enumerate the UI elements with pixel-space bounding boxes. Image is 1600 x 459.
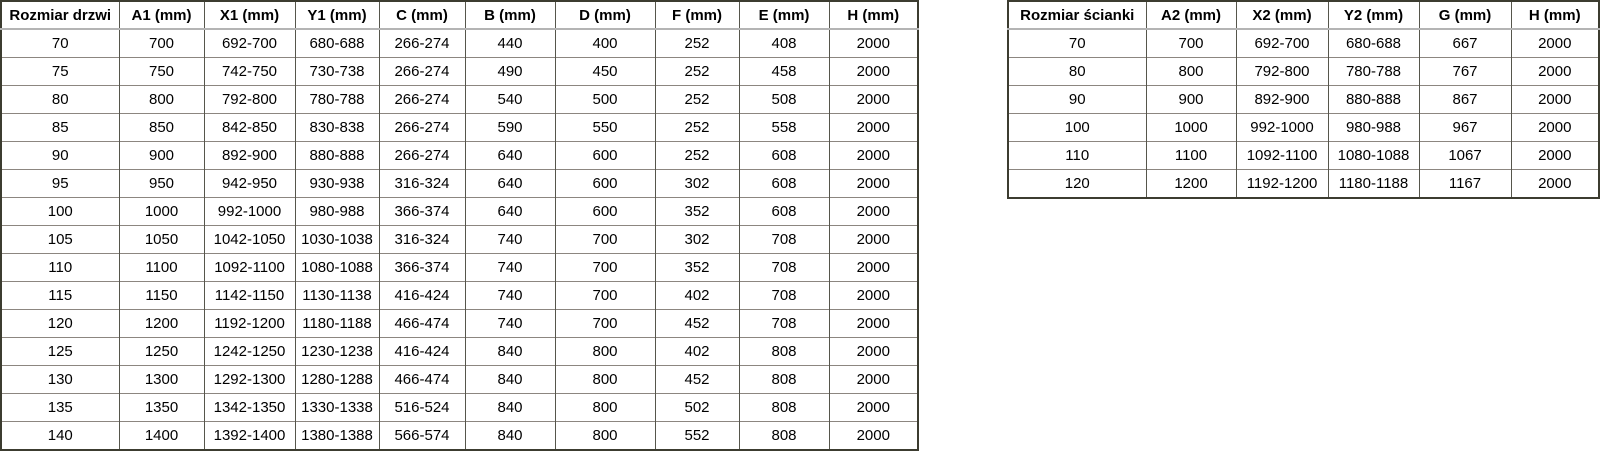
table-cell: 892-900 (204, 142, 295, 170)
table-cell: 90 (1008, 86, 1146, 114)
table-cell: 266-274 (379, 86, 465, 114)
table-cell: 1200 (1146, 170, 1236, 199)
table-cell: 100 (1, 198, 119, 226)
table-cell: 2000 (1511, 142, 1599, 170)
column-header: Y1 (mm) (295, 1, 379, 29)
table-cell: 792-800 (204, 86, 295, 114)
column-header: X2 (mm) (1236, 1, 1328, 29)
table-cell: 252 (655, 58, 739, 86)
table-row (1, 254, 918, 282)
table-cell: 800 (119, 86, 204, 114)
table-cell: 452 (655, 366, 739, 394)
table-cell: 400 (555, 29, 655, 58)
table-cell: 2000 (829, 310, 918, 338)
table-cell: 980-988 (295, 198, 379, 226)
table-cell: 550 (555, 114, 655, 142)
table-cell: 1042-1050 (204, 226, 295, 254)
table-cell: 800 (555, 394, 655, 422)
table-cell: 992-1000 (1236, 114, 1328, 142)
table-cell: 708 (739, 254, 829, 282)
table-cell: 590 (465, 114, 555, 142)
table-cell: 316-324 (379, 226, 465, 254)
table-cell: 700 (1146, 29, 1236, 58)
table-cell: 892-900 (1236, 86, 1328, 114)
table-cell: 75 (1, 58, 119, 86)
table-cell: 252 (655, 142, 739, 170)
table-cell: 800 (555, 366, 655, 394)
table-cell: 2000 (829, 86, 918, 114)
table-cell: 830-838 (295, 114, 379, 142)
wall-table-header (1008, 1, 1599, 29)
table-cell: 1300 (119, 366, 204, 394)
table-cell: 1250 (119, 338, 204, 366)
table-cell: 880-888 (1328, 86, 1419, 114)
table-cell: 1200 (119, 310, 204, 338)
table-cell: 2000 (1511, 86, 1599, 114)
table-cell: 2000 (829, 338, 918, 366)
column-header: H (mm) (829, 1, 918, 29)
table-cell: 967 (1419, 114, 1511, 142)
table-cell: 680-688 (1328, 29, 1419, 58)
table-cell: 700 (119, 29, 204, 58)
table-cell: 1150 (119, 282, 204, 310)
table-cell: 700 (555, 282, 655, 310)
table-cell: 125 (1, 338, 119, 366)
table-cell: 1230-1238 (295, 338, 379, 366)
table-row (1008, 86, 1599, 114)
table-row (1, 422, 918, 451)
table-cell: 352 (655, 254, 739, 282)
table-cell: 850 (119, 114, 204, 142)
table-row (1, 198, 918, 226)
table-cell: 458 (739, 58, 829, 86)
table-cell: 800 (1146, 58, 1236, 86)
table-cell: 80 (1008, 58, 1146, 86)
table-cell: 110 (1008, 142, 1146, 170)
table-cell: 105 (1, 226, 119, 254)
table-cell: 2000 (829, 198, 918, 226)
table-row (1, 58, 918, 86)
table-cell: 566-574 (379, 422, 465, 451)
table-row (1, 310, 918, 338)
table-cell: 2000 (829, 366, 918, 394)
table-row (1, 226, 918, 254)
table-cell: 508 (739, 86, 829, 114)
table-cell: 2000 (829, 58, 918, 86)
table-cell: 740 (465, 254, 555, 282)
column-header: G (mm) (1419, 1, 1511, 29)
table-cell: 808 (739, 338, 829, 366)
table-cell: 1092-1100 (1236, 142, 1328, 170)
table-cell: 708 (739, 226, 829, 254)
table-cell: 1192-1200 (1236, 170, 1328, 199)
table-cell: 640 (465, 142, 555, 170)
table-cell: 266-274 (379, 58, 465, 86)
table-cell: 1380-1388 (295, 422, 379, 451)
table-cell: 558 (739, 114, 829, 142)
table-cell: 2000 (1511, 29, 1599, 58)
table-cell: 1167 (1419, 170, 1511, 199)
table-cell: 780-788 (1328, 58, 1419, 86)
table-cell: 266-274 (379, 29, 465, 58)
column-header: A2 (mm) (1146, 1, 1236, 29)
table-cell: 302 (655, 170, 739, 198)
column-header: H (mm) (1511, 1, 1599, 29)
table-cell: 2000 (829, 422, 918, 451)
table-cell: 667 (1419, 29, 1511, 58)
column-header: E (mm) (739, 1, 829, 29)
door-table-header (1, 1, 918, 29)
column-header: D (mm) (555, 1, 655, 29)
table-cell: 466-474 (379, 366, 465, 394)
header-row (1008, 1, 1599, 29)
wall-table-body (1008, 29, 1599, 198)
table-cell: 1130-1138 (295, 282, 379, 310)
table-cell: 680-688 (295, 29, 379, 58)
table-cell: 808 (739, 366, 829, 394)
table-cell: 1242-1250 (204, 338, 295, 366)
table-cell: 608 (739, 142, 829, 170)
table-cell: 1000 (119, 198, 204, 226)
table-cell: 600 (555, 142, 655, 170)
table-cell: 700 (555, 254, 655, 282)
table-cell: 70 (1068, 35, 1086, 52)
table-cell: 950 (119, 170, 204, 198)
table-cell: 2000 (829, 114, 918, 142)
table-cell: 640 (465, 170, 555, 198)
table-cell: 466-474 (379, 310, 465, 338)
table-row (1, 366, 918, 394)
table-cell: 730-738 (295, 58, 379, 86)
table-cell: 840 (465, 422, 555, 451)
table-cell: 1080-1088 (295, 254, 379, 282)
table-cell: 1392-1400 (204, 422, 295, 451)
table-cell: 740 (465, 226, 555, 254)
table-cell: 402 (655, 282, 739, 310)
table-cell: 252 (655, 114, 739, 142)
table-row (1008, 29, 1599, 58)
table-cell: 490 (465, 58, 555, 86)
table-cell: 2000 (829, 29, 918, 58)
table-cell: 85 (1, 114, 119, 142)
table-row (1, 29, 918, 58)
table-cell: 600 (555, 198, 655, 226)
table-cell: 450 (555, 58, 655, 86)
table-cell: 1330-1338 (295, 394, 379, 422)
table-cell: 70 (51, 35, 69, 52)
table-cell: 1350 (119, 394, 204, 422)
table-cell: 552 (655, 422, 739, 451)
table-cell: 840 (465, 366, 555, 394)
table-cell: 1180-1188 (1328, 170, 1419, 199)
table-cell: 2000 (829, 170, 918, 198)
table-cell: 800 (555, 422, 655, 451)
column-header: B (mm) (465, 1, 555, 29)
table-cell: 135 (1, 394, 119, 422)
table-cell: 402 (655, 338, 739, 366)
table-cell: 2000 (1511, 170, 1599, 199)
table-row (1008, 114, 1599, 142)
table-cell: 110 (1, 254, 119, 282)
table-cell: 600 (555, 170, 655, 198)
table-cell: 808 (739, 422, 829, 451)
table-cell: 352 (655, 198, 739, 226)
table-cell: 2000 (829, 394, 918, 422)
column-header: Rozmiar ścianki (1008, 1, 1146, 29)
table-cell: 252 (655, 29, 739, 58)
table-cell: 366-374 (379, 254, 465, 282)
table-cell: 266-274 (379, 142, 465, 170)
table-cell: 140 (1, 422, 119, 451)
table-cell: 440 (465, 29, 555, 58)
table-cell: 2000 (1511, 58, 1599, 86)
table-cell: 980-988 (1328, 114, 1419, 142)
column-header: Rozmiar drzwi (1, 1, 119, 29)
table-cell: 930-938 (295, 170, 379, 198)
table-row (1, 394, 918, 422)
table-cell: 1180-1188 (295, 310, 379, 338)
table-cell: 1292-1300 (204, 366, 295, 394)
table-cell: 80 (1, 86, 119, 114)
table-cell: 1050 (119, 226, 204, 254)
table-cell: 130 (1, 366, 119, 394)
table-cell: 840 (465, 394, 555, 422)
table-cell: 640 (465, 198, 555, 226)
table-cell: 408 (739, 29, 829, 58)
table-cell: 1080-1088 (1328, 142, 1419, 170)
table-cell: 1030-1038 (295, 226, 379, 254)
table-cell: 2000 (829, 254, 918, 282)
table-cell: 867 (1419, 86, 1511, 114)
column-header: Y2 (mm) (1328, 1, 1419, 29)
table-row (1, 170, 918, 198)
table-row (1, 338, 918, 366)
column-header: X1 (mm) (204, 1, 295, 29)
table-cell: 1400 (119, 422, 204, 451)
table-cell: 1100 (119, 254, 204, 282)
table-cell: 1280-1288 (295, 366, 379, 394)
table-cell: 780-788 (295, 86, 379, 114)
table-cell: 2000 (829, 142, 918, 170)
table-cell: 742-750 (204, 58, 295, 86)
table-cell: 452 (655, 310, 739, 338)
table-cell: 608 (739, 198, 829, 226)
table-cell: 767 (1419, 58, 1511, 86)
wall-dimensions-table (1007, 0, 1600, 199)
table-cell: 840 (465, 338, 555, 366)
table-cell: 992-1000 (204, 198, 295, 226)
table-row (1008, 142, 1599, 170)
table-row (1, 142, 918, 170)
table-cell: 366-374 (379, 198, 465, 226)
table-cell: 100 (1008, 114, 1146, 142)
table-cell: 750 (119, 58, 204, 86)
table-cell: 1100 (1146, 142, 1236, 170)
table-cell: 316-324 (379, 170, 465, 198)
table-cell: 1342-1350 (204, 394, 295, 422)
column-header: A1 (mm) (119, 1, 204, 29)
table-cell: 540 (465, 86, 555, 114)
table-cell: 516-524 (379, 394, 465, 422)
table-row (1008, 58, 1599, 86)
table-cell: 266-274 (379, 114, 465, 142)
table-cell: 1067 (1419, 142, 1511, 170)
table-cell: 900 (119, 142, 204, 170)
table-cell: 1142-1150 (204, 282, 295, 310)
table-cell: 740 (465, 282, 555, 310)
header-row (1, 1, 918, 29)
table-cell: 608 (739, 170, 829, 198)
table-cell: 2000 (1511, 114, 1599, 142)
table-cell: 800 (555, 338, 655, 366)
table-cell: 95 (1, 170, 119, 198)
table-cell: 1192-1200 (204, 310, 295, 338)
table-cell: 252 (655, 86, 739, 114)
column-header: C (mm) (379, 1, 465, 29)
table-cell: 692-700 (204, 29, 295, 58)
column-header: F (mm) (655, 1, 739, 29)
table-cell: 700 (555, 226, 655, 254)
table-cell: 416-424 (379, 282, 465, 310)
table-cell: 692-700 (1236, 29, 1328, 58)
table-cell: 500 (555, 86, 655, 114)
table-cell: 792-800 (1236, 58, 1328, 86)
table-cell: 502 (655, 394, 739, 422)
door-table-body (1, 29, 918, 450)
table-cell: 808 (739, 394, 829, 422)
table-cell: 942-950 (204, 170, 295, 198)
table-cell: 416-424 (379, 338, 465, 366)
table-cell: 120 (1, 310, 119, 338)
table-cell: 115 (1, 282, 119, 310)
table-cell: 1000 (1146, 114, 1236, 142)
table-row (1, 114, 918, 142)
table-cell: 842-850 (204, 114, 295, 142)
table-row (1008, 170, 1599, 199)
table-cell: 900 (1146, 86, 1236, 114)
table-cell: 880-888 (295, 142, 379, 170)
table-cell: 700 (555, 310, 655, 338)
table-cell: 740 (465, 310, 555, 338)
table-cell: 2000 (829, 282, 918, 310)
table-cell: 302 (655, 226, 739, 254)
table-cell: 90 (1, 142, 119, 170)
table-row (1, 86, 918, 114)
table-row (1, 282, 918, 310)
table-cell: 708 (739, 310, 829, 338)
table-cell: 2000 (829, 226, 918, 254)
table-cell: 120 (1008, 170, 1146, 199)
table-cell: 1092-1100 (204, 254, 295, 282)
table-cell: 708 (739, 282, 829, 310)
